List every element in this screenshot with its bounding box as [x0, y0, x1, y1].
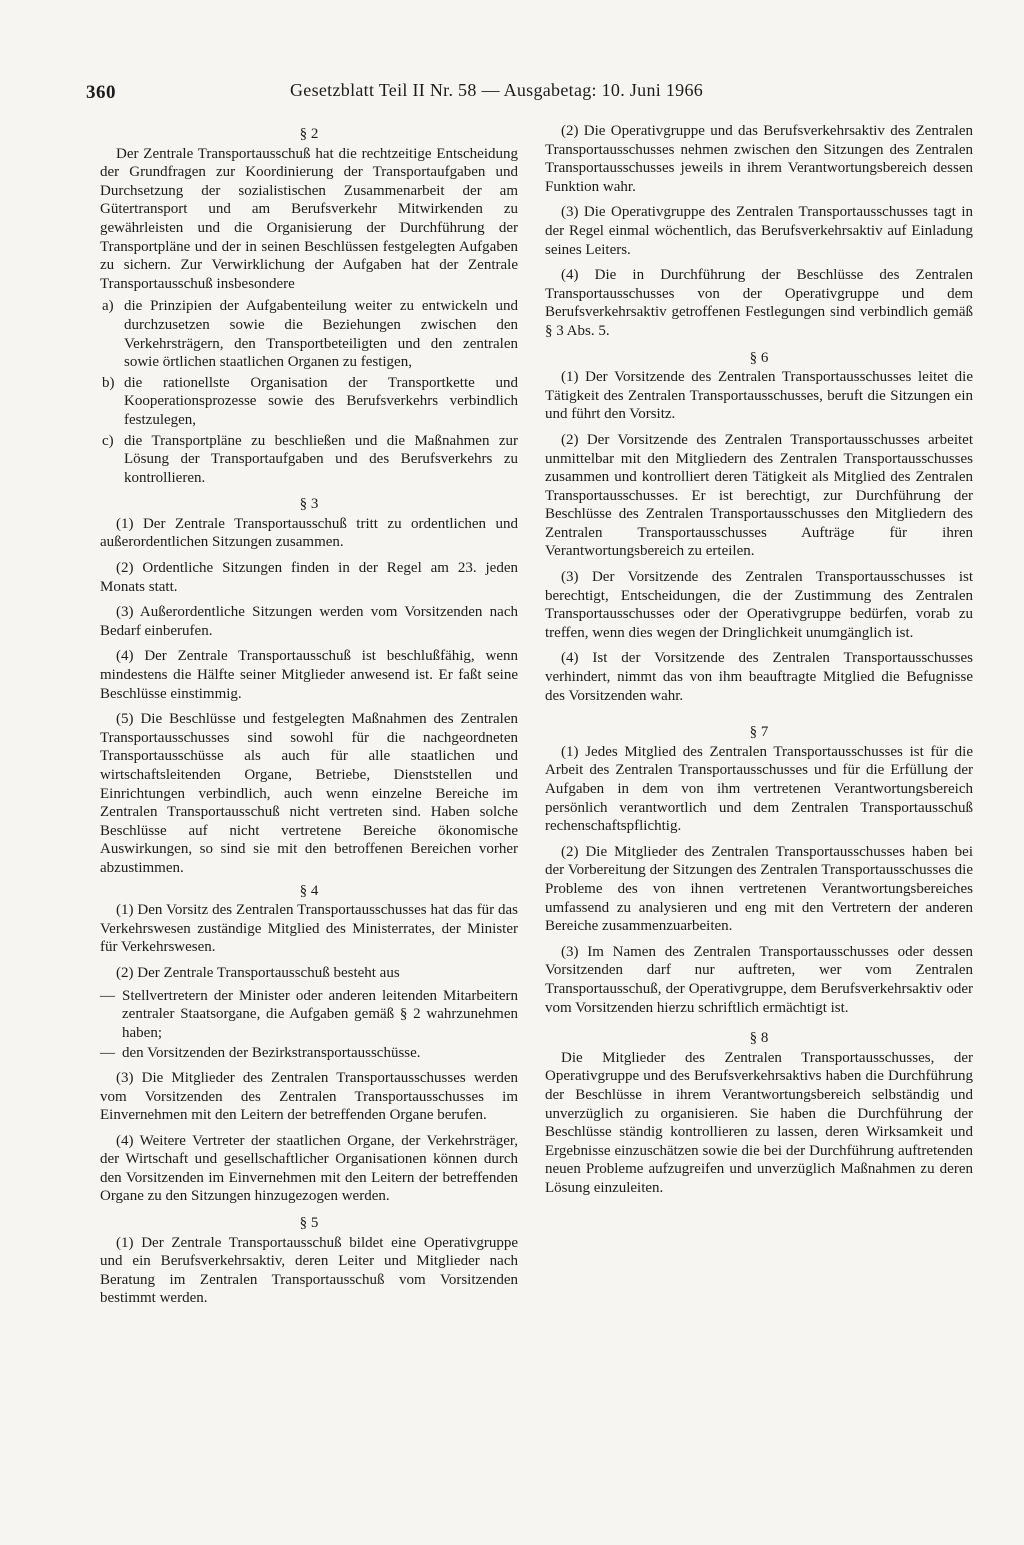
- list-item: [100, 432, 518, 488]
- dash-item: [100, 987, 518, 1043]
- section-heading-6: § 6: [749, 349, 769, 366]
- paragraph: (4) Der Zentrale Transportausschuß ist beschlußfähig, wenn mindestens die Hälfte seiner Mitglieder anwesend ist. Er faßt seine Beschlüsse einstimmig.: [100, 648, 518, 702]
- section-heading-8: § 8: [749, 1030, 769, 1047]
- section-heading-7: § 7: [749, 724, 769, 741]
- section-heading-4: § 4: [299, 882, 319, 899]
- paragraph: (3) Der Vorsitzende des Zentralen Transportausschusses ist berechtigt, Entscheidungen, die der Zustimmung des Zentralen Transportausschusses oder der Operativgruppe bedürfen, vorab zu treffen, wenn dies wegen der Dringlichkeit unumgänglich ist.: [545, 569, 973, 641]
- page-number: 360: [86, 82, 116, 103]
- dash-text: Stellvertretern der Minister oder anderen leitenden Mitarbeitern zentraler Staatsorgane, die Aufgaben gemäß § 2 wahrzunehmen haben;: [122, 987, 518, 1041]
- item-text: die Prinzipien der Aufgabenteilung weiter zu entwickeln und durchzusetzen sowie die Beziehungen zwischen den Verkehrsträgern, den Transportbeteiligten und den zentralen sowie örtlichen staatlichen Organen zu festigen,: [124, 298, 518, 371]
- paragraph: (2) Der Zentrale Transportausschuß besteht aus: [116, 964, 400, 981]
- paragraph: (4) Die in Durchführung der Beschlüsse des Zentralen Transportausschusses von der Operativgruppe und dem Berufsverkehrsaktiv getroffenen Festlegungen sind verbindlich gemäß § 3 Abs. 5.: [545, 267, 973, 339]
- right-column: [545, 122, 973, 1201]
- section-heading-5: § 5: [299, 1215, 319, 1232]
- section-2-intro: Der Zentrale Transportausschuß hat die rechtzeitige Entscheidung der Grundfragen zur Koordinierung der Transportaufgaben und Durchsetzung der sozialistischen Zusammenarbeit der am Gütertransport und am Berufsverkehr Mitwirkenden zu gewährleisten und die Organisierung der Durchführung der Transportpläne und der in seinen Beschlüssen festgelegten Aufgaben zu sichern. Zur Verwirklichung der Aufgaben hat der Zentrale Transportausschuß insbesondere: [100, 145, 518, 292]
- dash-label: —: [100, 1045, 115, 1062]
- paragraph: (3) Die Operativgruppe des Zentralen Transportausschusses tagt in der Regel einmal wöchentlich, das Berufsverkehrsaktiv auf Einladung seines Leiters.: [545, 204, 973, 258]
- paragraph: (2) Die Operativgruppe und das Berufsverkehrsaktiv des Zentralen Transportausschusses nehmen zwischen den Sitzungen des Zentralen Transportausschusses jeweils in ihrem Verantwortungsbereich dessen Funktion wahr.: [545, 123, 973, 195]
- section-heading-3: § 3: [299, 496, 319, 513]
- paragraph: (4) Ist der Vorsitzende des Zentralen Transportausschusses verhindert, nimmt das von ihm beauftragte Mitglied die Befugnisse des Vorsitzenden wahr.: [545, 650, 973, 704]
- item-text: die Transportpläne zu beschließen und die Maßnahmen zur Lösung der Transportaufgaben und des Berufsverkehrs zu kontrollieren.: [124, 432, 518, 486]
- dash-item: [100, 1044, 518, 1063]
- item-label: a): [102, 298, 114, 315]
- paragraph: (2) Ordentliche Sitzungen finden in der Regel am 23. jeden Monats statt.: [100, 560, 518, 595]
- paragraph: (3) Außerordentliche Sitzungen werden vom Vorsitzenden nach Bedarf einberufen.: [100, 604, 518, 639]
- item-text: die rationellste Organisation der Transportkette und Kooperationsprozesse sowie des Berufsverkehrs verbindlich festzulegen,: [124, 374, 518, 428]
- paragraph: (1) Der Zentrale Transportausschuß bildet eine Operativgruppe und ein Berufsverkehrsaktiv, deren Leiter und Mitglieder nach Beratung im Zentralen Transportausschuß vom Vorsitzenden bestimmt werden.: [100, 1234, 518, 1307]
- list-item: [100, 297, 518, 371]
- paragraph: (1) Der Zentrale Transportausschuß tritt zu ordentlichen und außerordentlichen Sitzungen zusammen.: [100, 515, 518, 551]
- dash-text: den Vorsitzenden der Bezirkstransportausschüsse.: [122, 1045, 421, 1062]
- running-header: Gesetzblatt Teil II Nr. 58 — Ausgabetag: 10. Juni 1966: [290, 80, 704, 100]
- paragraph: (1) Den Vorsitz des Zentralen Transportausschusses hat das für das Verkehrswesen zuständige Mitglied des Ministerrates, der Minister für Verkehrswesen.: [100, 902, 518, 956]
- dash-label: —: [100, 987, 115, 1004]
- section-heading-2: § 2: [299, 126, 319, 142]
- paragraph: (4) Weitere Vertreter der staatlichen Organe, der Verkehrsträger, der Wirtschaft und gesellschaftlicher Organisationen können durch den Vorsitzenden im Einvernehmen mit den Leitern der betreffenden Organe zu den Sitzungen hinzugezogen werden.: [100, 1132, 518, 1205]
- paragraph: (2) Der Vorsitzende des Zentralen Transportausschusses arbeitet unmittelbar mit den Mitgliedern des Zentralen Transportausschusses zusammen und kontrolliert deren Tätigkeit als Mitglied des Zentralen Transportausschusses. Er ist berechtigt, zur Durchführung der Beschlüsse des Zentralen Transportausschusses den Mitgliedern des Zentralen Transportausschusses Aufträge für ihren Verantwortungsbereich zu erteilen.: [545, 431, 973, 560]
- paragraph: Die Mitglieder des Zentralen Transportausschusses, der Operativgruppe und des Berufsverkehrsaktivs haben die Durchführung der Beschlüsse in ihrem Verantwortungsbereich selbständig und unverzüglich zu organisieren. Sie haben die Durchführung der Beschlüsse ständig kontrollieren zu lassen, deren Wirksamkeit und Ergebnisse einzuschätzen sowie die bei der Durchführung auftretenden neuen Probleme aufzugreifen und unverzüglich Maßnahmen zu deren Lösung einzuleiten.: [545, 1049, 973, 1196]
- item-label: c): [102, 432, 114, 449]
- paragraph: (3) Die Mitglieder des Zentralen Transportausschusses werden vom Vorsitzenden des Zentralen Transportausschusses im Einvernehmen mit den Leitern der betreffenden Organe berufen.: [100, 1069, 518, 1124]
- paragraph: (1) Jedes Mitglied des Zentralen Transportausschusses ist für die Arbeit des Zentralen Transportausschusses und für die Erfüllung der Aufgaben in dem von ihm vertretenen Verantwortungsbereich persönlich verantwortlich und dem Zentralen Transportausschuß rechenschaftspflichtig.: [545, 743, 973, 835]
- list-item: [100, 374, 518, 430]
- paragraph: (1) Der Vorsitzende des Zentralen Transportausschusses leitet die Tätigkeit des Zentralen Transportausschusses, beruft die Sitzungen ein und führt den Vorsitz.: [545, 369, 973, 423]
- paragraph: (3) Im Namen des Zentralen Transportausschusses oder dessen Vorsitzenden darf nur auftreten, wer vom Zentralen Transportausschuß, der Operativgruppe, dem Berufsverkehrsaktiv oder vom Vorsitzenden hierzu schriftlich ermächtigt ist.: [545, 943, 973, 1016]
- item-label: b): [102, 374, 115, 391]
- paragraph: (2) Die Mitglieder des Zentralen Transportausschusses haben bei der Vorbereitung der Sitzungen des Zentralen Transportausschusses die Probleme des von ihnen vertretenen Verantwortungsbereiches umfassend zu analysieren und eng mit den Vertretern der anderen Bereiche zusammenzuarbeiten.: [545, 843, 973, 935]
- left-column: [100, 125, 518, 1312]
- paragraph: (5) Die Beschlüsse und festgelegten Maßnahmen des Zentralen Transportausschusses sind sowohl für die nachgeordneten Transportausschüsse als auch für alle staatlichen und wirtschaftsleitenden Organe, Betriebe, Dienststellen und Einrichtungen verbindlich, auch wenn einzelne Bereiche im Zentralen Transportausschuß nicht vertreten sind. Haben solche Beschlüsse auf nicht vertretene Bereiche ökonomische Auswirkungen, so sind sie mit den betroffenen Bereichen vorher abzustimmen.: [100, 711, 518, 876]
